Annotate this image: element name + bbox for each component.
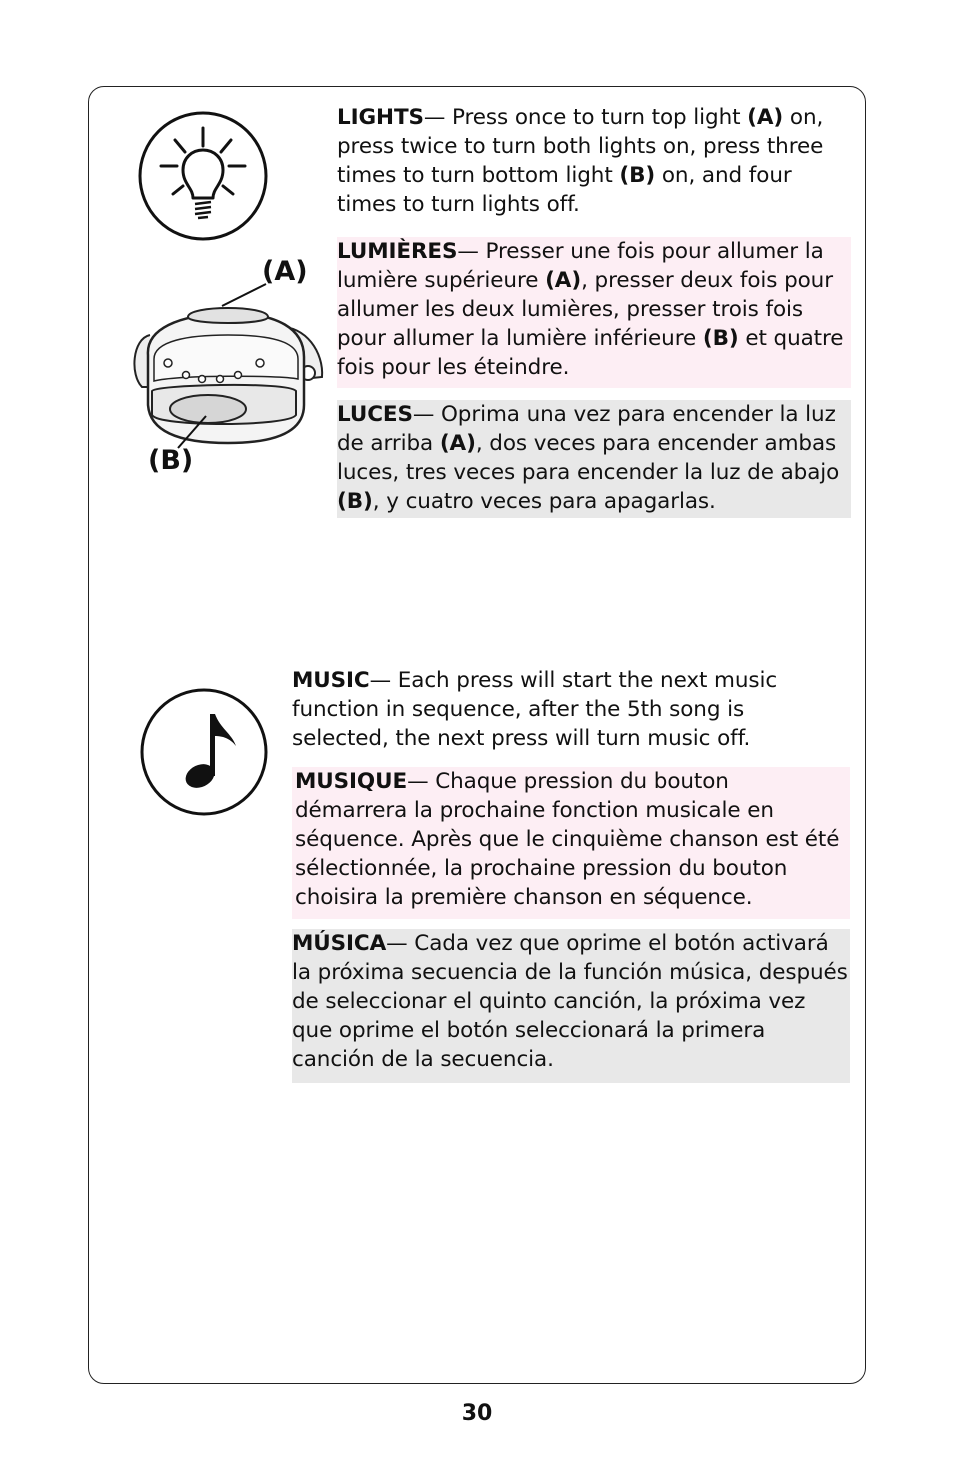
lights-en-paragraph xyxy=(337,103,851,219)
music-en-paragraph xyxy=(292,666,802,753)
body-text: — Presser une fois pour allumer la lumière supérieure xyxy=(337,239,824,293)
bold-reference: (B) xyxy=(337,489,373,514)
music-es-paragraph xyxy=(292,929,850,1083)
body-text: , dos veces para encender ambas luces, tres veces para encender la luz de abajo xyxy=(337,431,840,485)
lights-es-paragraph xyxy=(337,400,851,518)
bold-reference: (A) xyxy=(439,431,476,456)
bold-reference: (B) xyxy=(619,163,656,188)
section-heading: MUSIQUE xyxy=(295,769,408,794)
bold-reference: (A) xyxy=(747,105,784,130)
section-heading: MÚSICA xyxy=(292,931,387,956)
lights-fr-paragraph xyxy=(337,237,851,388)
body-text: et quatre fois pour les éteindre. xyxy=(337,326,844,380)
label-a: (A) xyxy=(262,256,308,287)
section-heading: LUCES xyxy=(337,402,413,427)
music-fr-paragraph xyxy=(292,767,850,919)
body-text: , presser deux fois pour allumer les deux lumières, presser trois fois pour allumer la lumière inférieure xyxy=(337,268,833,351)
music-note-icon xyxy=(140,688,268,816)
section-heading: LUMIÈRES xyxy=(337,239,458,264)
section-heading: MUSIC xyxy=(292,668,370,693)
bold-reference: (A) xyxy=(545,268,582,293)
page-number: 30 xyxy=(461,1401,493,1426)
body-text: , y cuatro veces para apagarlas. xyxy=(372,489,716,514)
bold-reference: (B) xyxy=(702,326,739,351)
body-text: — Oprima una vez para encender la luz de arriba xyxy=(337,402,836,456)
body-text: — Press once to turn top light xyxy=(423,105,748,130)
body-text: — Cada vez que oprime el botón activará la próxima secuencia de la función música, después de seleccionar el quinto canción, la próxima vez que oprime el botón seleccionará la primera canción de la secuencia. xyxy=(292,931,848,1072)
body-text: — Chaque pression du bouton démarrera la prochaine fonction musicale en séquence. Après que le cinquième chanson est été sélectionnée, la prochaine pression du bouton choisira la première chanson en séquence. xyxy=(295,769,840,910)
body-text: on, and four times to turn lights off. xyxy=(337,163,792,217)
label-b: (B) xyxy=(148,445,194,476)
body-text: on, press twice to turn both lights on, press three times to turn bottom light xyxy=(337,105,824,188)
section-heading: LIGHTS xyxy=(337,105,424,130)
body-text: — Each press will start the next music function in sequence, after the 5th song is selected, the next press will turn music off. xyxy=(292,668,778,751)
